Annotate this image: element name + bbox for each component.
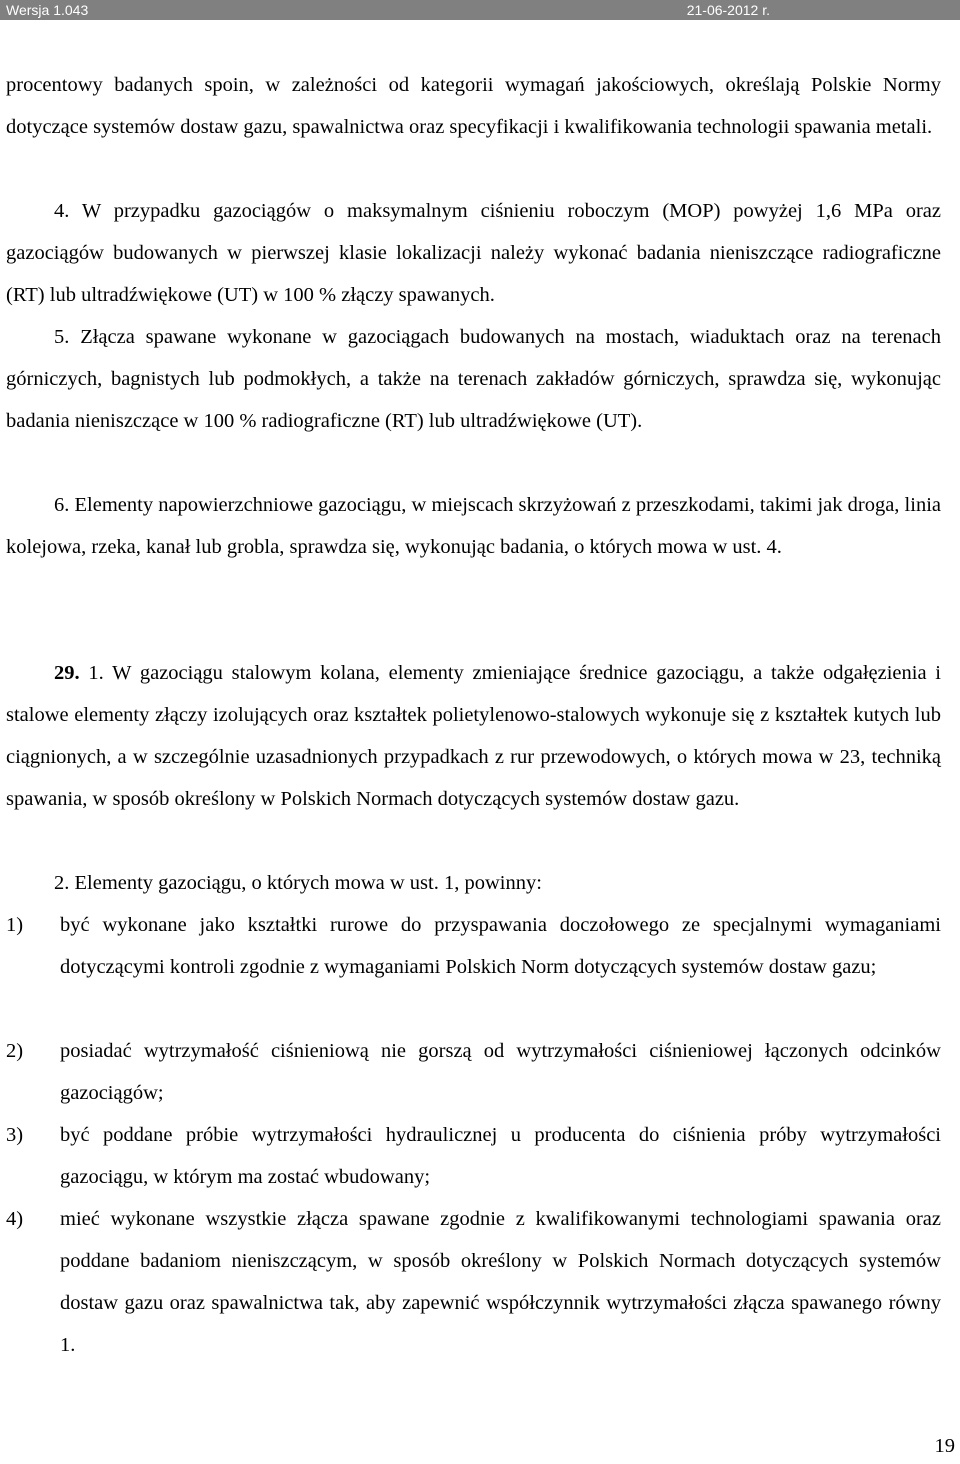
section-29-paragraph-1-text: 1. W gazociągu stalowym kolana, elementy zmieniające średnice gazociągu, a także odgałęzienia i stalowe elementy złączy izolujących oraz kształtek polietylenowo-stalowych wykonuje się z kształtek kutych lub ciągnionych, a w szczególnie uzasadnionych przypadkach z rur przewodowych, o których mowa w 23, techniką spawania, w sposób określony w Polskich Normach dotyczących systemów dostaw gazu.: [6, 662, 942, 810]
section-29-number: 29.: [54, 662, 80, 684]
document-date: 21-06-2012 r.: [686, 2, 770, 18]
paragraph-intro: procentowy badanych spoin, w zależności od kategorii wymagań jakościowych, określają Polskie Normy dotyczące systemów dostaw gazu, spawalnictwa oraz specyfikacji i kwalifikowania technologii spawania metali.: [6, 74, 941, 138]
list-item: [6, 1030, 941, 1114]
paragraph-6: [6, 484, 941, 568]
list-item-text: posiadać wytrzymałość ciśnieniową nie gorszą od wytrzymałości ciśnieniowej łączonych odcinków gazociągów;: [60, 1040, 941, 1104]
document-header: [0, 0, 960, 20]
paragraph-6-text: 6. Elementy napowierzchniowe gazociągu, w miejscach skrzyżowań z przeszkodami, takimi jak droga, linia kolejowa, rzeka, kanał lub grobla, sprawdza się, wykonując badania, o których mowa w ust. 4.: [6, 494, 941, 558]
document-version: Wersja 1.043: [6, 2, 89, 18]
paragraph-4-text: 4. W przypadku gazociągów o maksymalnym ciśnieniu roboczym (MOP) powyżej 1,6 MPa oraz gazociągów budowanych w pierwszej klasie lokalizacji należy wykonać badania nieniszczące radiograficzne (RT) lub ultradźwiękowe (UT) w 100 % złączy spawanych.: [6, 200, 941, 306]
list-item-number: 1): [6, 914, 24, 936]
list-item-number: 4): [6, 1208, 24, 1230]
list-item-number: 2): [6, 1040, 24, 1062]
list-item-text: być poddane próbie wytrzymałości hydraulicznej u producenta do ciśnienia próby wytrzymałości gazociągu, w którym ma zostać wbudowany;: [60, 1124, 941, 1188]
list-item: [6, 1114, 941, 1198]
section-29-paragraph-2-text: 2. Elementy gazociągu, o których mowa w ust. 1, powinny:: [54, 872, 542, 894]
list-item-text: mieć wykonane wszystkie złącza spawane zgodnie z kwalifikowanymi technologiami spawania oraz poddane badaniom nieniszczącym, w sposób określony w Polskich Normach dotyczących systemów dostaw gazu oraz spawalnictwa tak, aby zapewnić współczynnik wytrzymałości złącza spawanego równy 1.: [60, 1208, 941, 1356]
list-item: [6, 904, 941, 988]
page-number: 19: [934, 1435, 955, 1457]
section-29-paragraph-1: [6, 652, 941, 820]
list-item-number: 3): [6, 1124, 24, 1146]
section-29-paragraph-2: [6, 862, 941, 904]
paragraph-5-text: 5. Złącza spawane wykonane w gazociągach budowanych na mostach, wiaduktach oraz na terenach górniczych, bagnistych lub podmokłych, a także na terenach zakładów górniczych, sprawdza się, wykonując badania nieniszczące w 100 % radiograficzne (RT) lub ultradźwiękowe (UT).: [6, 326, 941, 432]
paragraph-4: [6, 190, 941, 316]
list-item-text: być wykonane jako kształtki rurowe do przyspawania doczołowego ze specjalnymi wymaganiami dotyczącymi kontroli zgodnie z wymaganiami Polskich Norm dotyczących systemów dostaw gazu;: [60, 914, 941, 978]
paragraph-5: [6, 316, 941, 442]
list-item: [6, 1198, 941, 1366]
